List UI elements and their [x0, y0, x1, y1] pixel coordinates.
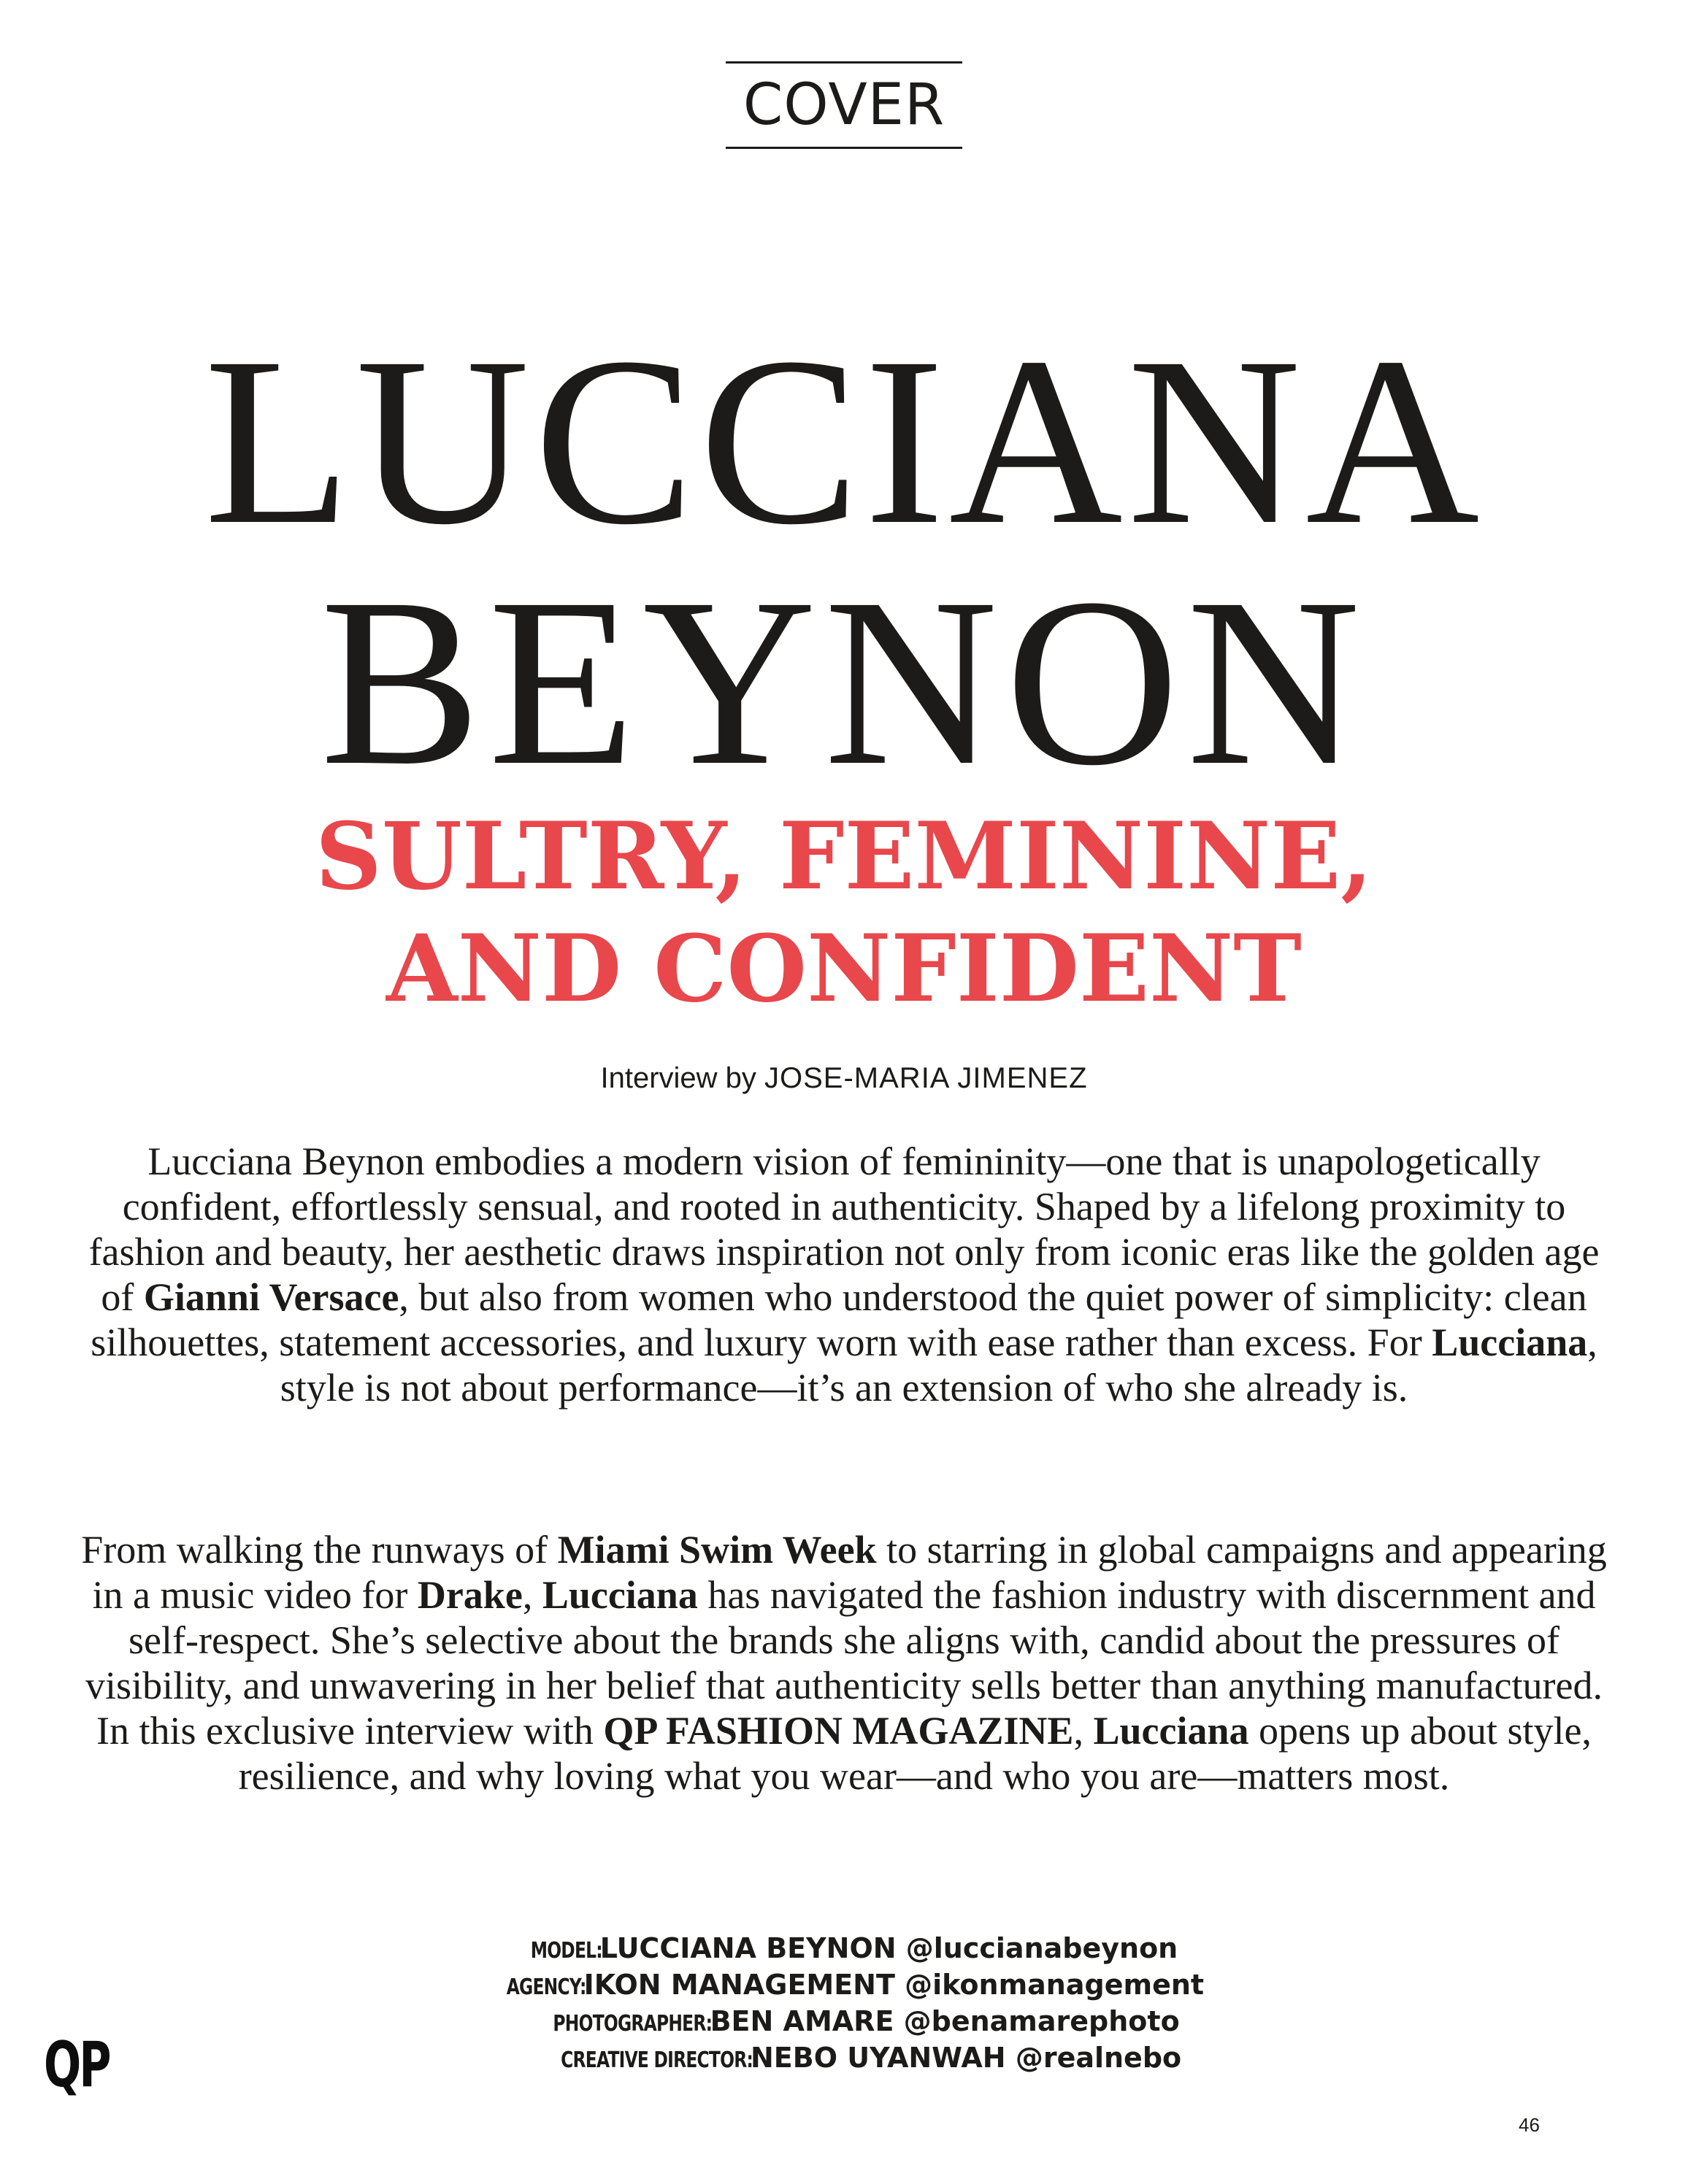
credit-role: PHOTOGRAPHER:	[553, 2011, 713, 2037]
byline-author: JOSE-MARIA JIMENEZ	[764, 1062, 1088, 1094]
emphasis-text: Gianni Versace	[143, 1275, 399, 1319]
credit-role: AGENCY:	[506, 1975, 586, 2000]
body-text: ,	[522, 1573, 542, 1617]
credit-role: CREATIVE DIRECTOR:	[560, 2048, 753, 2073]
subheadline-line-1: SULTRY, FEMININE,	[315, 802, 1373, 910]
credit-value: BEN AMARE @benamarephoto	[710, 2005, 1180, 2037]
emphasis-text: Miami Swim Week	[557, 1528, 877, 1572]
credit-role: MODEL:	[530, 1938, 602, 1964]
intro-paragraph-2	[80, 1527, 1608, 1799]
byline-prefix: Interview by	[600, 1062, 756, 1094]
headline-first-name: LUCCIANA	[204, 308, 1484, 574]
emphasis-text: QP FASHION MAGAZINE	[603, 1709, 1074, 1753]
page-number: 46	[1519, 2114, 1540, 2136]
headline-last-name: BEYNON	[320, 549, 1368, 815]
section-label	[726, 61, 962, 149]
byline	[0, 1061, 1688, 1096]
credit-model	[0, 1930, 1688, 1966]
body-text: From walking the runways of	[81, 1528, 558, 1572]
emphasis-text: Drake	[417, 1573, 523, 1617]
brand-logo: QP	[44, 2029, 110, 2102]
subheadline-line-2: AND CONFIDENT	[386, 915, 1302, 1023]
body-text: , but also from women who understood the quiet power of simplicity: clean silhouettes, statement accessories, and luxury worn with ease rather than excess. For	[91, 1275, 1587, 1364]
credits-block	[0, 1930, 1688, 2076]
credit-agency	[0, 1966, 1688, 2003]
emphasis-text: Lucciana	[1093, 1709, 1249, 1753]
emphasis-text: Lucciana	[1432, 1320, 1588, 1364]
credit-value: IKON MANAGEMENT @ikonmanagement	[583, 1969, 1205, 2001]
emphasis-text: Lucciana	[542, 1573, 698, 1617]
body-text: , style is not about performance—it’s an extension of who she already is.	[280, 1320, 1597, 1410]
body-text: ,	[1073, 1709, 1094, 1753]
credit-photographer	[0, 2003, 1688, 2039]
intro-paragraph-1	[80, 1139, 1608, 1410]
body-text: has navigated the fashion industry with discernment and self-respect. She’s selective about the brands she aligns with, candid about the pressures of visibility, and unwavering in her belief that authenticity sells better than anything manufactured. In this exclusive interview with	[85, 1573, 1603, 1753]
credit-value: LUCCIANA BEYNON @luccianabeynon	[599, 1932, 1178, 1964]
body-text: Lucciana Beynon embodies a modern vision of femininity—one that is unapologetically confident, effortlessly sensual, and rooted in authenticity. Shaped by a lifelong proximity to fashion and beauty, her aesthetic draws inspiration not only from iconic eras like the golden age of	[88, 1139, 1600, 1319]
credit-creative-director	[0, 2039, 1688, 2076]
section-label-text: COVER	[743, 72, 945, 138]
credit-value: NEBO UYANWAH @realnebo	[750, 2042, 1182, 2074]
body-text: opens up about style, resilience, and why loving what you wear—and who you are—matters most.	[238, 1709, 1592, 1798]
body-text: to starring in global campaigns and appearing in a music video for	[92, 1528, 1607, 1617]
